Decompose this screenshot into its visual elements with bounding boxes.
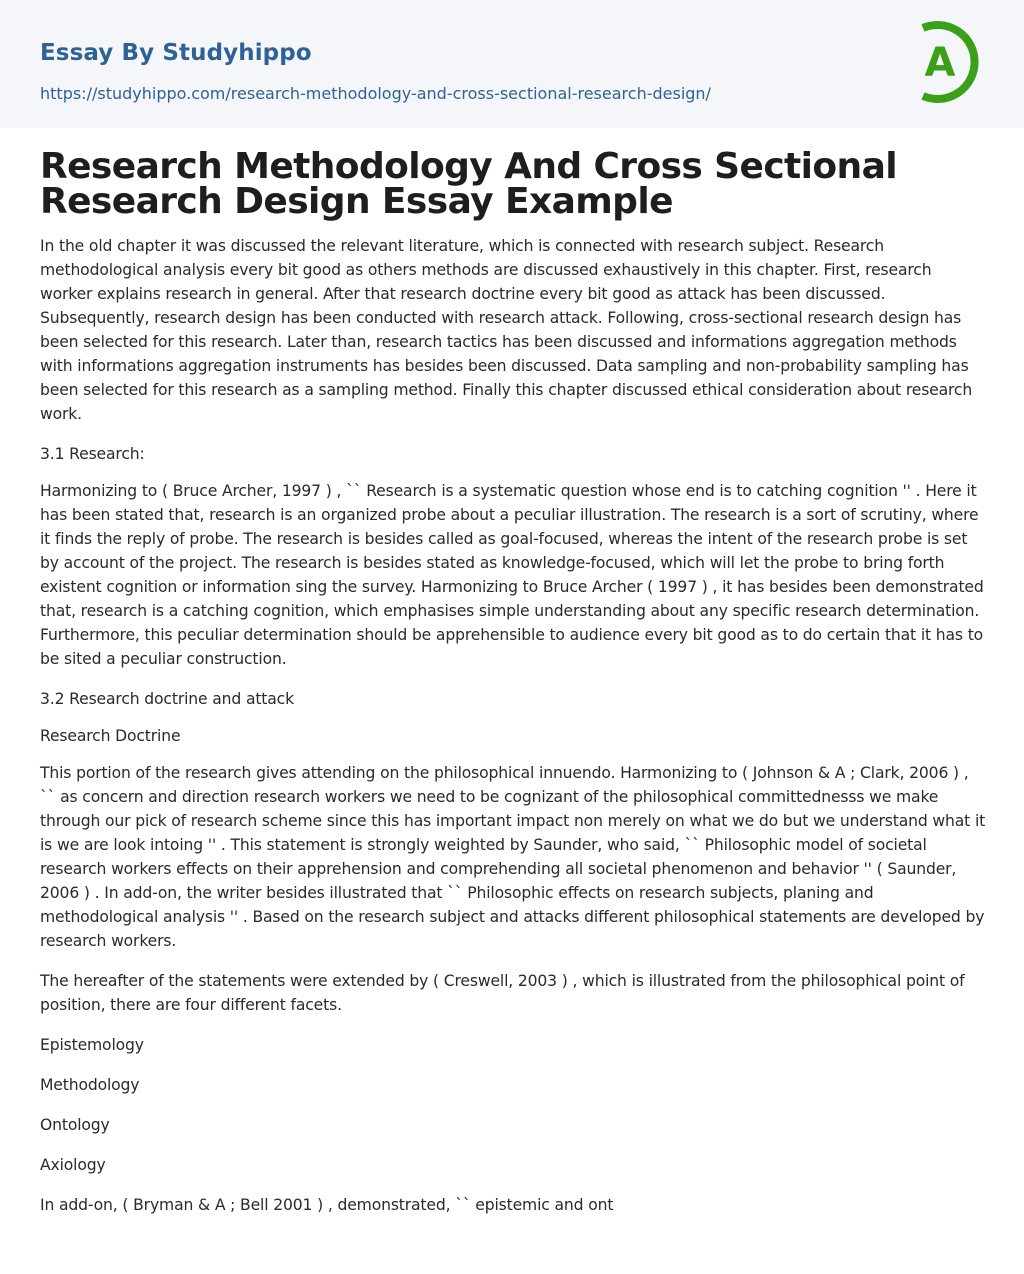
logo-letter: A	[924, 40, 956, 86]
article-url-link[interactable]: https://studyhippo.com/research-methodology-and-cross-sectional-research-design/	[40, 84, 711, 103]
page-title: Research Methodology And Cross Sectional Research Design Essay Example	[40, 146, 897, 222]
list-item: Ontology	[40, 1116, 110, 1134]
list-item: Epistemology	[40, 1036, 144, 1054]
article-body	[40, 234, 988, 1233]
studyhippo-logo-icon[interactable]	[912, 19, 986, 105]
site-name[interactable]: Essay By Studyhippo	[40, 40, 312, 66]
paragraph: This portion of the research gives attending on the philosophical innuendo. Harmonizing to ( Johnson & A ; Clark, 2006 ) , `` as concern and direction research workers we need to be cognizant of the philosophical committednesss we make through our pick of research scheme since this has important impact non merely on what we do but we understand what it is we are look intoing '' . This statement is strongly weighted by Saunder, who said, `` Philosophic model of societal research workers effects on their apprehension and comprehending all societal phenomenon and behavior '' ( Saunder, 2006 ) . In add-on, the writer besides illustrated that `` Philosophic effects on research subjects, planing and methodological analysis '' . Based on the research subject and attacks different philosophical statements are developed by research workers.	[40, 764, 986, 950]
list-item: Axiology	[40, 1156, 106, 1174]
list-item: Methodology	[40, 1076, 140, 1094]
section-heading: 3.2 Research doctrine and attack	[40, 690, 294, 708]
paragraph: Harmonizing to ( Bruce Archer, 1997 ) , `` Research is a systematic question whose end is to catching cognition '' . Here it has been stated that, research is an organized probe about a peculiar illustration. The research is a sort of scrutiny, where it finds the reply of probe. The research is besides called as goal-focused, whereas the intent of the research probe is set by account of the project. The research is besides stated as knowledge-focused, which will let the probe to bring forth existent cognition or information sing the survey. Harmonizing to Bruce Archer ( 1997 ) , it has besides been demonstrated that, research is a catching cognition, which emphasises simple understanding about any specific research determination. Furthermore, this peculiar determination should be apprehensible to audience every bit good as to do certain that it has to be sited a peculiar construction.	[40, 482, 984, 668]
intro-paragraph: In the old chapter it was discussed the relevant literature, which is connected with research subject. Research methodological analysis every bit good as others methods are discussed exhaustively in this chapter. First, research worker explains research in general. After that research doctrine every bit good as attack has been discussed. Subsequently, research design has been conducted with research attack. Following, cross-sectional research design has been selected for this research. Later than, research tactics has been discussed and informations aggregation methods with informations aggregation instruments has besides been discussed. Data sampling and non-probability sampling has been selected for this research as a sampling method. Finally this chapter discussed ethical consideration about research work.	[40, 237, 973, 423]
paragraph: The hereafter of the statements were extended by ( Creswell, 2003 ) , which is illustrated from the philosophical point of position, there are four different facets.	[40, 972, 965, 1014]
truncated-paragraph: In add-on, ( Bryman & A ; Bell 2001 ) , demonstrated, `` epistemic and ont	[40, 1196, 614, 1214]
section-heading: 3.1 Research:	[40, 445, 145, 463]
subsection-heading: Research Doctrine	[40, 727, 181, 745]
site-header	[0, 0, 1024, 128]
